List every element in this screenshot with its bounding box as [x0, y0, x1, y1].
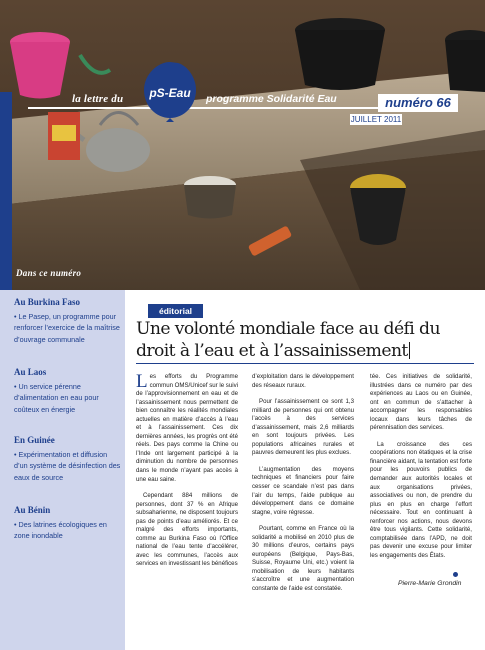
section-item[interactable]: [14, 311, 122, 345]
sidebar-accent-strip: [0, 92, 12, 290]
section-country: Au Bénin: [14, 505, 51, 515]
paragraph: La croissance des ces coopérations non étatiques et la crise financière aidant, la tentation est forte pour les pouvoirs publics de demander aux autorités locales et aux organisations privées, associatives ou non, de prendre du plus en plus en charge l’effort nécessaire. Tout en continuant à renforcer nos actions, nous devons être tous vigilants. Cette solidarité, comptabilisée dans l’APD, ne doit pas devenir une excuse pour limiter les engagements des États.: [370, 440, 472, 559]
section-item[interactable]: [14, 449, 122, 483]
headline-text: Une volonté mondiale face au défi du droit à l’eau et à l’assainissement: [136, 319, 440, 361]
sidebar-title: Dans ce numéro: [16, 268, 82, 278]
bullet-icon: •: [14, 520, 19, 529]
issue-date: JUILLET 2011: [350, 115, 402, 124]
paragraph: Cependant 884 millions de personnes, dont 37 % en Afrique subsaharienne, ne disposent toujours pas de points d’eau améliorés. Et ce malgré des efforts importants, comme au Burkina Faso où l’Office national de l’eau tente d’accélérer, avec les communes, l’accès aux services en investissant les bénéfices: [136, 492, 238, 568]
cover-photo: [0, 0, 485, 290]
section-tag: éditorial: [148, 304, 203, 318]
text-cursor: [409, 342, 411, 359]
end-of-article-mark: [453, 572, 458, 577]
section-country: Au Laos: [14, 367, 47, 377]
paragraph: Pour l’assainissement ce sont 1,3 milliard de personnes qui ont obtenu l’accès à des services d’assainissement, mais 2,6 milliards en sont toujours privées. Les populations africaines rurales et pauvres demeurent les plus exclues.: [252, 398, 354, 457]
sidebar-section-burkina: [14, 297, 122, 345]
logo-mark: [140, 60, 200, 122]
paragraph: Pourtant, comme en France où la solidarité a mobilisé en 2010 plus de 30 millions d’euros, certains pays européens (Belgique, Pays-Bas, Suisse, Royaume Uni, etc.) voient la mobilisation de leurs habitants s’accroître et une augmentation constante de l’aide est constatée.: [252, 525, 354, 593]
pseau-logo: [140, 60, 200, 122]
section-item-text: Expérimentation et diffusion d’un système de désinfection des eaux de source: [14, 450, 121, 482]
article-signature: Pierre-Marie Grondin: [398, 580, 462, 587]
paragraph: d’exploitation dans le développement des réseaux ruraux.: [252, 373, 354, 389]
paragraph: Les efforts du Programme commun OMS/Unicef sur le suivi de l’approvisionnement en eau et de l’assainissement nous permettent de bien connaître les réalités mondiales actuelles en matière d’accès à l’eau et à l’assainissement. Ces dix dernières années, les progrès ont été réels. Des pays comme la Chine ou l’Inde ont largement participé à la diminution du nombre de personnes dans le monde n’ayant pas accès à une eau saine.: [136, 371, 238, 483]
section-item-text: Un service pérenne d’alimentation en eau pour coûteux en énergie: [14, 382, 99, 414]
sidebar-section-guinee: [14, 435, 122, 483]
masthead: [28, 82, 428, 110]
bullet-icon: •: [14, 450, 19, 459]
section-item-text: Le Pasep, un programme pour renforcer l’exercice de la maîtrise d’ouvrage communale: [14, 312, 120, 344]
section-item[interactable]: [14, 381, 122, 415]
section-item[interactable]: [14, 519, 122, 542]
article-headline: [136, 318, 476, 362]
logo-text: pS-Eau: [149, 86, 191, 100]
sidebar-section-laos: [14, 367, 122, 415]
section-country: Au Burkina Faso: [14, 297, 81, 307]
sidebar-title-bar: [0, 262, 125, 290]
section-item-text: Des latrines écologiques en zone inondable: [14, 520, 107, 541]
bullet-icon: •: [14, 312, 19, 321]
sidebar-section-benin: [14, 505, 122, 542]
article-column-2: [252, 373, 354, 602]
section-country: En Guinée: [14, 435, 55, 445]
article-column-1: [136, 373, 238, 577]
bullet-icon: •: [14, 382, 19, 391]
paragraph: tée. Ces initiatives de solidarité, illustrées dans ce numéro par des expériences au Laos ou en Guinée, ont en commun de s’attacher à accompagner les responsables locaux dans leurs tâches de pérennisation des services.: [370, 373, 472, 432]
headline-rule: [136, 363, 474, 364]
masthead-left-text: la lettre du: [72, 93, 124, 105]
paragraph: L’augmentation des moyens techniques et financiers pour faire cesser ce scandale n’est pas dans l’air du temps, l’aide publique au développement dans ce domaine stagne, voire régresse.: [252, 465, 354, 516]
cover-photo-illustration: [0, 0, 485, 290]
masthead-right-text: programme Solidarité Eau: [206, 93, 337, 105]
article-column-3: [370, 373, 472, 568]
issue-number: numéro 66: [378, 94, 458, 112]
masthead-rule: [28, 107, 388, 109]
